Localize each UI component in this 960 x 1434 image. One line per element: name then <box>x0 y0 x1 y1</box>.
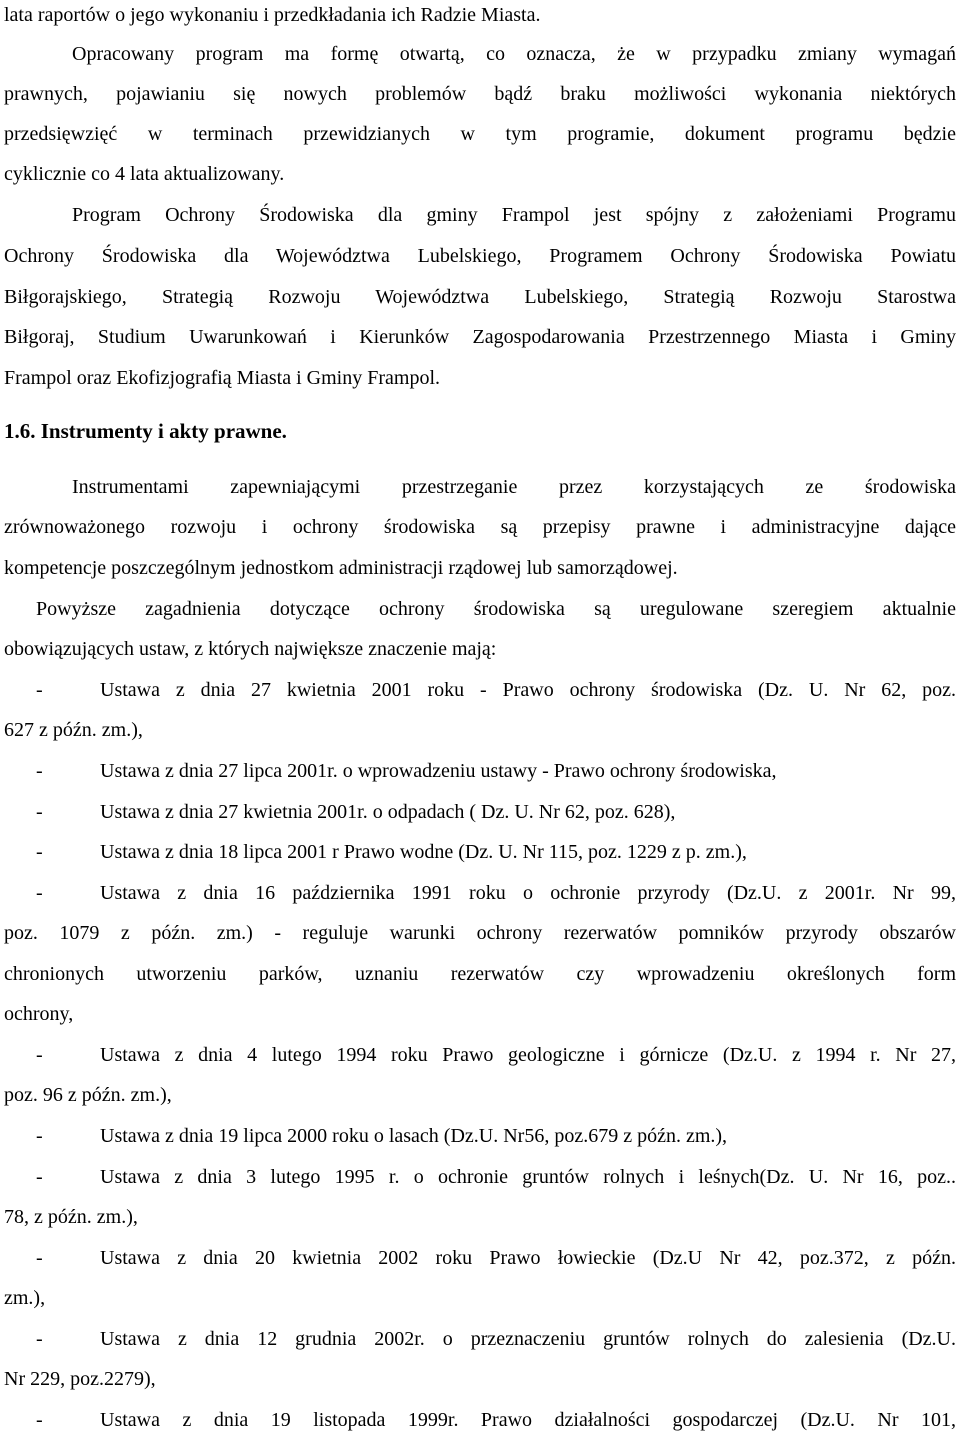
list-item-text: Ustawa z dnia 27 lipca 2001r. o wprowadzeniu ustawy - Prawo ochrony środowiska, <box>100 760 777 782</box>
section-heading: 1.6. Instrumenty i akty prawne. <box>4 419 287 443</box>
paragraph-line: Biłgorajskiego, Strategią Rozwoju Województwa Lubelskiego, Strategią Rozwoju Starostwa <box>4 286 956 308</box>
paragraph-line: ochrony, <box>4 1003 74 1025</box>
list-item-text: Ustawa z dnia 12 grudnia 2002r. o przeznaczeniu gruntów rolnych do zalesienia (Dz.U. <box>100 1328 956 1350</box>
paragraph-line: Biłgoraj, Studium Uwarunkowań i Kierunków Zagospodarowania Przestrzennego Miasta i Gminy <box>4 326 956 348</box>
list-item-text: Ustawa z dnia 16 października 1991 roku o ochronie przyrody (Dz.U. z 2001r. Nr 99, <box>100 882 956 904</box>
paragraph-line: 627 z późn. zm.), <box>4 719 143 741</box>
paragraph-line: poz. 96 z późn. zm.), <box>4 1084 172 1106</box>
paragraph-line: prawnych, pojawianiu się nowych problemów bądź braku możliwości wykonania niektórych <box>4 83 956 105</box>
list-dash: - <box>36 1125 43 1147</box>
paragraph-line: poz. 1079 z późn. zm.) - reguluje warunki ochrony rezerwatów pomników przyrody obszarów <box>4 922 956 944</box>
list-item-text: Ustawa z dnia 4 lutego 1994 roku Prawo geologiczne i górnicze (Dz.U. z 1994 r. Nr 27, <box>100 1044 956 1066</box>
paragraph-line: Powyższe zagadnienia dotyczące ochrony środowiska są uregulowane szeregiem aktualnie <box>36 598 956 620</box>
paragraph-line: kompetencje poszczególnym jednostkom administracji rządowej lub samorządowej. <box>4 557 678 579</box>
paragraph-line: lata raportów o jego wykonaniu i przedkładania ich Radzie Miasta. <box>4 4 541 26</box>
paragraph-line: chronionych utworzeniu parków, uznaniu rezerwatów czy wprowadzeniu określonych form <box>4 963 956 985</box>
list-item-text: Ustawa z dnia 27 kwietnia 2001 roku - Prawo ochrony środowiska (Dz. U. Nr 62, poz. <box>100 679 956 701</box>
paragraph-line: przedsięwzięć w terminach przewidzianych w tym programie, dokument programu będzie <box>4 123 956 145</box>
list-dash: - <box>36 801 43 823</box>
paragraph-line: cyklicznie co 4 lata aktualizowany. <box>4 163 285 185</box>
list-item-text: Ustawa z dnia 19 lipca 2000 roku o lasach (Dz.U. Nr56, poz.679 z późn. zm.), <box>100 1125 728 1147</box>
list-dash: - <box>36 1044 43 1066</box>
list-item-text: Ustawa z dnia 3 lutego 1995 r. o ochronie gruntów rolnych i leśnych(Dz. U. Nr 16, poz.. <box>100 1166 956 1188</box>
list-dash: - <box>36 841 43 863</box>
list-dash: - <box>36 679 43 701</box>
paragraph-line: Program Ochrony Środowiska dla gminy Frampol jest spójny z założeniami Programu <box>72 204 956 226</box>
list-item-text: Ustawa z dnia 27 kwietnia 2001r. o odpadach ( Dz. U. Nr 62, poz. 628), <box>100 801 676 823</box>
list-item-text: Ustawa z dnia 20 kwietnia 2002 roku Prawo łowieckie (Dz.U Nr 42, poz.372, z późn. <box>100 1247 956 1269</box>
paragraph-line: Ochrony Środowiska dla Województwa Lubelskiego, Programem Ochrony Środowiska Powiatu <box>4 245 956 267</box>
paragraph-line: obowiązujących ustaw, z których największe znaczenie mają: <box>4 638 497 660</box>
list-dash: - <box>36 1409 43 1431</box>
list-dash: - <box>36 882 43 904</box>
list-item-text: Ustawa z dnia 19 listopada 1999r. Prawo działalności gospodarczej (Dz.U. Nr 101, <box>100 1409 956 1431</box>
paragraph-line: Frampol oraz Ekofizjografią Miasta i Gminy Frampol. <box>4 367 441 389</box>
list-dash: - <box>36 1247 43 1269</box>
paragraph-line: zrównoważonego rozwoju i ochrony środowiska są przepisy prawne i administracyjne dające <box>4 516 956 538</box>
list-dash: - <box>36 1166 43 1188</box>
list-item-text: Ustawa z dnia 18 lipca 2001 r Prawo wodne (Dz. U. Nr 115, poz. 1229 z p. zm.), <box>100 841 747 863</box>
list-dash: - <box>36 760 43 782</box>
paragraph-line: Instrumentami zapewniającymi przestrzeganie przez korzystających ze środowiska <box>72 476 956 498</box>
paragraph-line: 78, z późn. zm.), <box>4 1206 138 1228</box>
paragraph-line: Nr 229, poz.2279), <box>4 1368 156 1390</box>
paragraph-line: zm.), <box>4 1287 46 1309</box>
paragraph-line: Opracowany program ma formę otwartą, co oznacza, że w przypadku zmiany wymagań <box>72 43 956 65</box>
list-dash: - <box>36 1328 43 1350</box>
